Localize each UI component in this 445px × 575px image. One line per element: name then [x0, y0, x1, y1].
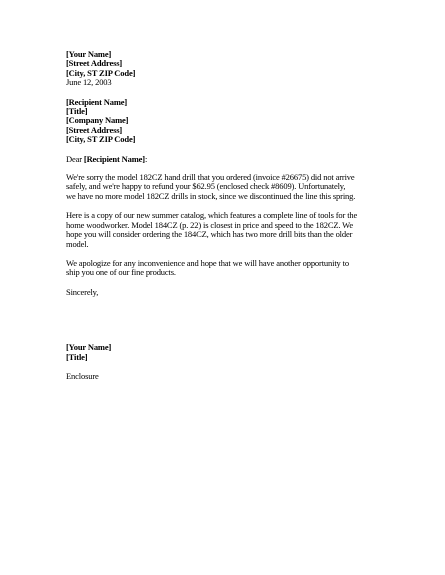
- paragraph-line: ship you one of our fine products.: [66, 267, 176, 278]
- recipient-title: [Title]: [66, 106, 88, 117]
- body-paragraph-3: [66, 259, 380, 278]
- recipient-street: [Street Address]: [66, 124, 123, 135]
- paragraph-line: Here is a copy of our new summer catalog, which features a complete line of tools for the: [66, 210, 358, 221]
- paragraph-line: We apologize for any inconvenience and hope that we will have another opportunity to: [66, 257, 349, 268]
- paragraph-line: hope you will consider ordering the 184CZ, which has two more drill bits than the older: [66, 229, 353, 240]
- sender-street: [Street Address]: [66, 58, 123, 69]
- letter-body: [66, 50, 380, 381]
- salutation-suffix: :: [144, 153, 148, 164]
- sender-name: [Your Name]: [66, 49, 112, 59]
- recipient-city: [City, ST ZIP Code]: [66, 134, 136, 145]
- recipient-name: [Recipient Name]: [66, 96, 128, 107]
- paragraph-line: model.: [66, 238, 89, 249]
- signature-title: [Title]: [66, 351, 88, 362]
- sender-block: [66, 50, 380, 88]
- closing: Sincerely,: [66, 286, 99, 297]
- salutation-prefix: Dear: [66, 153, 84, 164]
- recipient-company: [Company Name]: [66, 115, 129, 126]
- paragraph-line: home woodworker. Model 184CZ (p. 22) is closest in price and speed to the 182CZ. We: [66, 219, 353, 230]
- body-paragraph-2: [66, 211, 380, 249]
- paragraph-line: we have no more model 182CZ drills in stock, since we discontinued the line this spring.: [66, 190, 356, 201]
- paragraph-line: safely, and we're happy to refund your $62.95 (enclosed check #8609). Unfortunately,: [66, 181, 346, 192]
- sender-city: [City, ST ZIP Code]: [66, 67, 136, 78]
- body-paragraph-1: [66, 173, 380, 201]
- recipient-block: [66, 98, 380, 145]
- paragraph-line: We're sorry the model 182CZ hand drill that you ordered (invoice #26675) did not arrive: [66, 172, 355, 183]
- signature-block: [66, 343, 380, 362]
- signature-name: [Your Name]: [66, 342, 112, 353]
- salutation: [66, 155, 380, 164]
- enclosure-note: Enclosure: [66, 370, 99, 381]
- letter-date: June 12, 2003: [66, 77, 112, 88]
- salutation-name: [Recipient Name]: [83, 153, 145, 164]
